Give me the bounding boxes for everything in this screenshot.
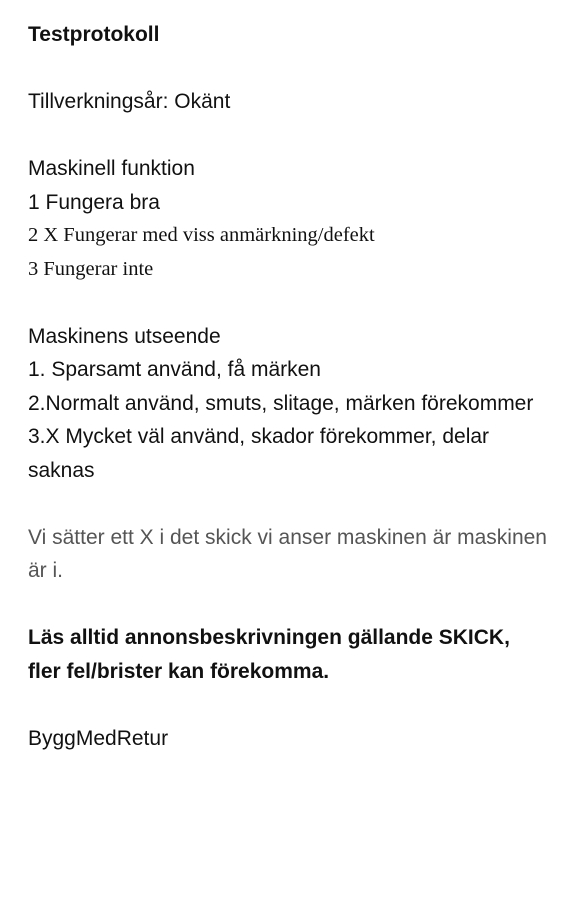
- spacer: [28, 286, 548, 320]
- spacer: [28, 52, 548, 86]
- page-title: Testprotokoll: [28, 23, 160, 46]
- appearance-item-3: 3.X Mycket väl använd, skador förekommer, delar saknas: [28, 425, 490, 482]
- function-heading: Maskinell funktion: [28, 157, 195, 180]
- spacer: [28, 588, 548, 622]
- appearance-heading: Maskinens utseende: [28, 324, 221, 348]
- signature: ByggMedRetur: [28, 726, 169, 750]
- spacer: [28, 119, 548, 153]
- spacer: [28, 688, 548, 722]
- warning-text: Läs alltid annonsbeskrivningen gällande SKICK, fler fel/brister kan förekomma.: [28, 626, 510, 683]
- appearance-item-1: 1. Sparsamt använd, få märken: [28, 358, 321, 381]
- spacer: [28, 487, 548, 521]
- document-body: [28, 18, 548, 755]
- function-item-2: 2 X Fungerar med viss anmärkning/defekt: [28, 224, 375, 246]
- manufacture-year: Tillverkningsår: Okänt: [28, 90, 231, 113]
- appearance-item-2: 2.Normalt använd, smuts, slitage, märken förekommer: [28, 391, 534, 415]
- function-item-1: 1 Fungera bra: [28, 190, 160, 214]
- function-item-3: 3 Fungerar inte: [28, 257, 154, 280]
- condition-note: Vi sätter ett X i det skick vi anser maskinen är maskinen är i.: [28, 525, 547, 582]
